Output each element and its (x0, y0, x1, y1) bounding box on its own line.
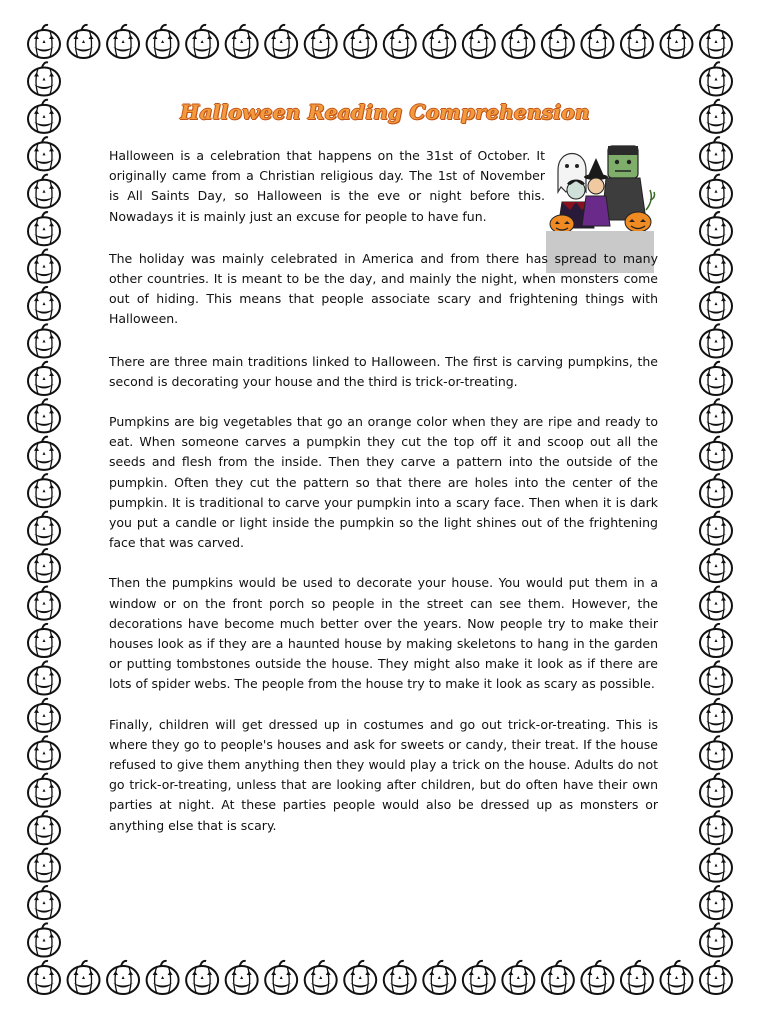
reading-passage (109, 146, 658, 856)
jack-o-lantern-icon (226, 961, 258, 994)
jack-o-lantern-icon (28, 437, 60, 470)
jack-o-lantern-icon (700, 249, 732, 282)
jack-o-lantern-icon (502, 25, 534, 58)
jack-o-lantern-icon (28, 62, 60, 95)
jack-o-lantern-icon (423, 25, 455, 58)
paragraph-pumpkins: Pumpkins are big vegetables that go an orange color when they are ripe and ready to eat. When someone carves a pumpkin they cut the top off it and scoop out all the seeds and flesh from the inside. Then they carve a pattern into the outside of the pumpkin. Often they cut the pattern so that there are holes into the center of the pumpkin. It is traditional to carve your pumpkin into a scary face. Then when it is dark you put a candle or light inside the pumpkin so the light shines out of the frightening face that was carved. (109, 414, 658, 551)
page-title: Halloween Reading Comprehension (180, 100, 590, 124)
jack-o-lantern-icon (542, 961, 574, 994)
jack-o-lantern-icon (700, 512, 732, 545)
jack-o-lantern-icon (305, 25, 337, 58)
jack-o-lantern-icon (700, 137, 732, 170)
jack-o-lantern-icon (186, 25, 218, 58)
jack-o-lantern-icon (28, 849, 60, 882)
jack-o-lantern-icon (700, 175, 732, 208)
jack-o-lantern-icon (700, 849, 732, 882)
jack-o-lantern-icon (700, 774, 732, 807)
jack-o-lantern-icon (344, 25, 376, 58)
jack-o-lantern-icon (700, 549, 732, 582)
jack-o-lantern-icon (265, 25, 297, 58)
jack-o-lantern-icon (28, 736, 60, 769)
jack-o-lantern-icon (700, 661, 732, 694)
jack-o-lantern-icon (28, 886, 60, 919)
jack-o-lantern-icon (28, 811, 60, 844)
jack-o-lantern-icon (660, 961, 692, 994)
jack-o-lantern-icon (28, 961, 60, 994)
jack-o-lantern-icon (700, 437, 732, 470)
jack-o-lantern-icon (463, 25, 495, 58)
paragraph-spread: The holiday was mainly celebrated in America and from there has spread to many other countries. It is meant to be the day, and mainly the night, when monsters come out of hiding. This means that people associate scary and frightening things with Halloween. (109, 250, 658, 327)
jack-o-lantern-icon (28, 175, 60, 208)
paragraph-decorating: Then the pumpkins would be used to decorate your house. You would put them in a window or on the front porch so people in the street can see them. However, the decorations have become much better over the years. Now people try to make their houses look as if they are a haunted house by making skeletons to hang in the garden or putting tombstones outside the house. They might also make it look as if there are lots of spider webs. The people from the house try to make it look as scary as possible. (109, 575, 658, 692)
jack-o-lantern-icon (384, 961, 416, 994)
jack-o-lantern-icon (226, 25, 258, 58)
jack-o-lantern-icon (107, 25, 139, 58)
jack-o-lantern-icon (28, 212, 60, 245)
jack-o-lantern-icon (28, 362, 60, 395)
jack-o-lantern-icon (28, 661, 60, 694)
jack-o-lantern-icon (28, 25, 60, 58)
jack-o-lantern-icon (700, 287, 732, 320)
jack-o-lantern-icon (621, 961, 653, 994)
jack-o-lantern-icon (384, 25, 416, 58)
jack-o-lantern-icon (28, 774, 60, 807)
jack-o-lantern-icon (28, 399, 60, 432)
jack-o-lantern-icon (700, 811, 732, 844)
jack-o-lantern-icon (700, 624, 732, 657)
jack-o-lantern-icon (700, 586, 732, 619)
jack-o-lantern-icon (28, 324, 60, 357)
jack-o-lantern-icon (700, 923, 732, 956)
jack-o-lantern-icon (700, 362, 732, 395)
jack-o-lantern-icon (502, 961, 534, 994)
jack-o-lantern-icon (344, 961, 376, 994)
jack-o-lantern-icon (147, 961, 179, 994)
jack-o-lantern-icon (423, 961, 455, 994)
jack-o-lantern-icon (28, 512, 60, 545)
jack-o-lantern-icon (28, 100, 60, 133)
jack-o-lantern-icon (542, 25, 574, 58)
jack-o-lantern-icon (581, 25, 613, 58)
paragraph-traditions: There are three main traditions linked to Halloween. The first is carving pumpkins, the second is decorating your house and the third is trick-or-treating. (109, 353, 658, 389)
jack-o-lantern-icon (28, 549, 60, 582)
jack-o-lantern-icon (28, 474, 60, 507)
jack-o-lantern-icon (700, 25, 732, 58)
jack-o-lantern-icon (700, 961, 732, 994)
jack-o-lantern-icon (28, 249, 60, 282)
jack-o-lantern-icon (68, 25, 100, 58)
jack-o-lantern-icon (147, 25, 179, 58)
jack-o-lantern-icon (28, 137, 60, 170)
jack-o-lantern-icon (28, 624, 60, 657)
jack-o-lantern-icon (700, 886, 732, 919)
jack-o-lantern-icon (700, 736, 732, 769)
jack-o-lantern-icon (700, 699, 732, 732)
jack-o-lantern-icon (660, 25, 692, 58)
jack-o-lantern-icon (621, 25, 653, 58)
jack-o-lantern-icon (305, 961, 337, 994)
jack-o-lantern-icon (581, 961, 613, 994)
jack-o-lantern-icon (186, 961, 218, 994)
jack-o-lantern-icon (700, 324, 732, 357)
jack-o-lantern-icon (265, 961, 297, 994)
jack-o-lantern-icon (700, 474, 732, 507)
jack-o-lantern-icon (28, 287, 60, 320)
paragraph-trick-or-treat: Finally, children will get dressed up in costumes and go out trick-or-treating. This is where they go to people's houses and ask for sweets or candy, their treat. If the house refused to give them anything then they would play a trick on the house. Adults do not go trick-or-treating, unless that are looking after children, but do often have their own parties at night. At these parties people would also be dressed up as monsters or anything else that is scary. (109, 716, 658, 833)
jack-o-lantern-icon (28, 699, 60, 732)
jack-o-lantern-icon (463, 961, 495, 994)
jack-o-lantern-icon (700, 399, 732, 432)
jack-o-lantern-icon (28, 923, 60, 956)
paragraph-intro: Halloween is a celebration that happens on the 31st of October. It originally came from a Christian religious day. The 1st of November is All Saints Day, so Halloween is the eve or night before this. Nowadays it is mainly just an excuse for people to have fun. (109, 148, 545, 224)
jack-o-lantern-icon (700, 100, 732, 133)
jack-o-lantern-icon (68, 961, 100, 994)
jack-o-lantern-icon (28, 586, 60, 619)
jack-o-lantern-icon (107, 961, 139, 994)
jack-o-lantern-icon (700, 212, 732, 245)
jack-o-lantern-icon (700, 62, 732, 95)
